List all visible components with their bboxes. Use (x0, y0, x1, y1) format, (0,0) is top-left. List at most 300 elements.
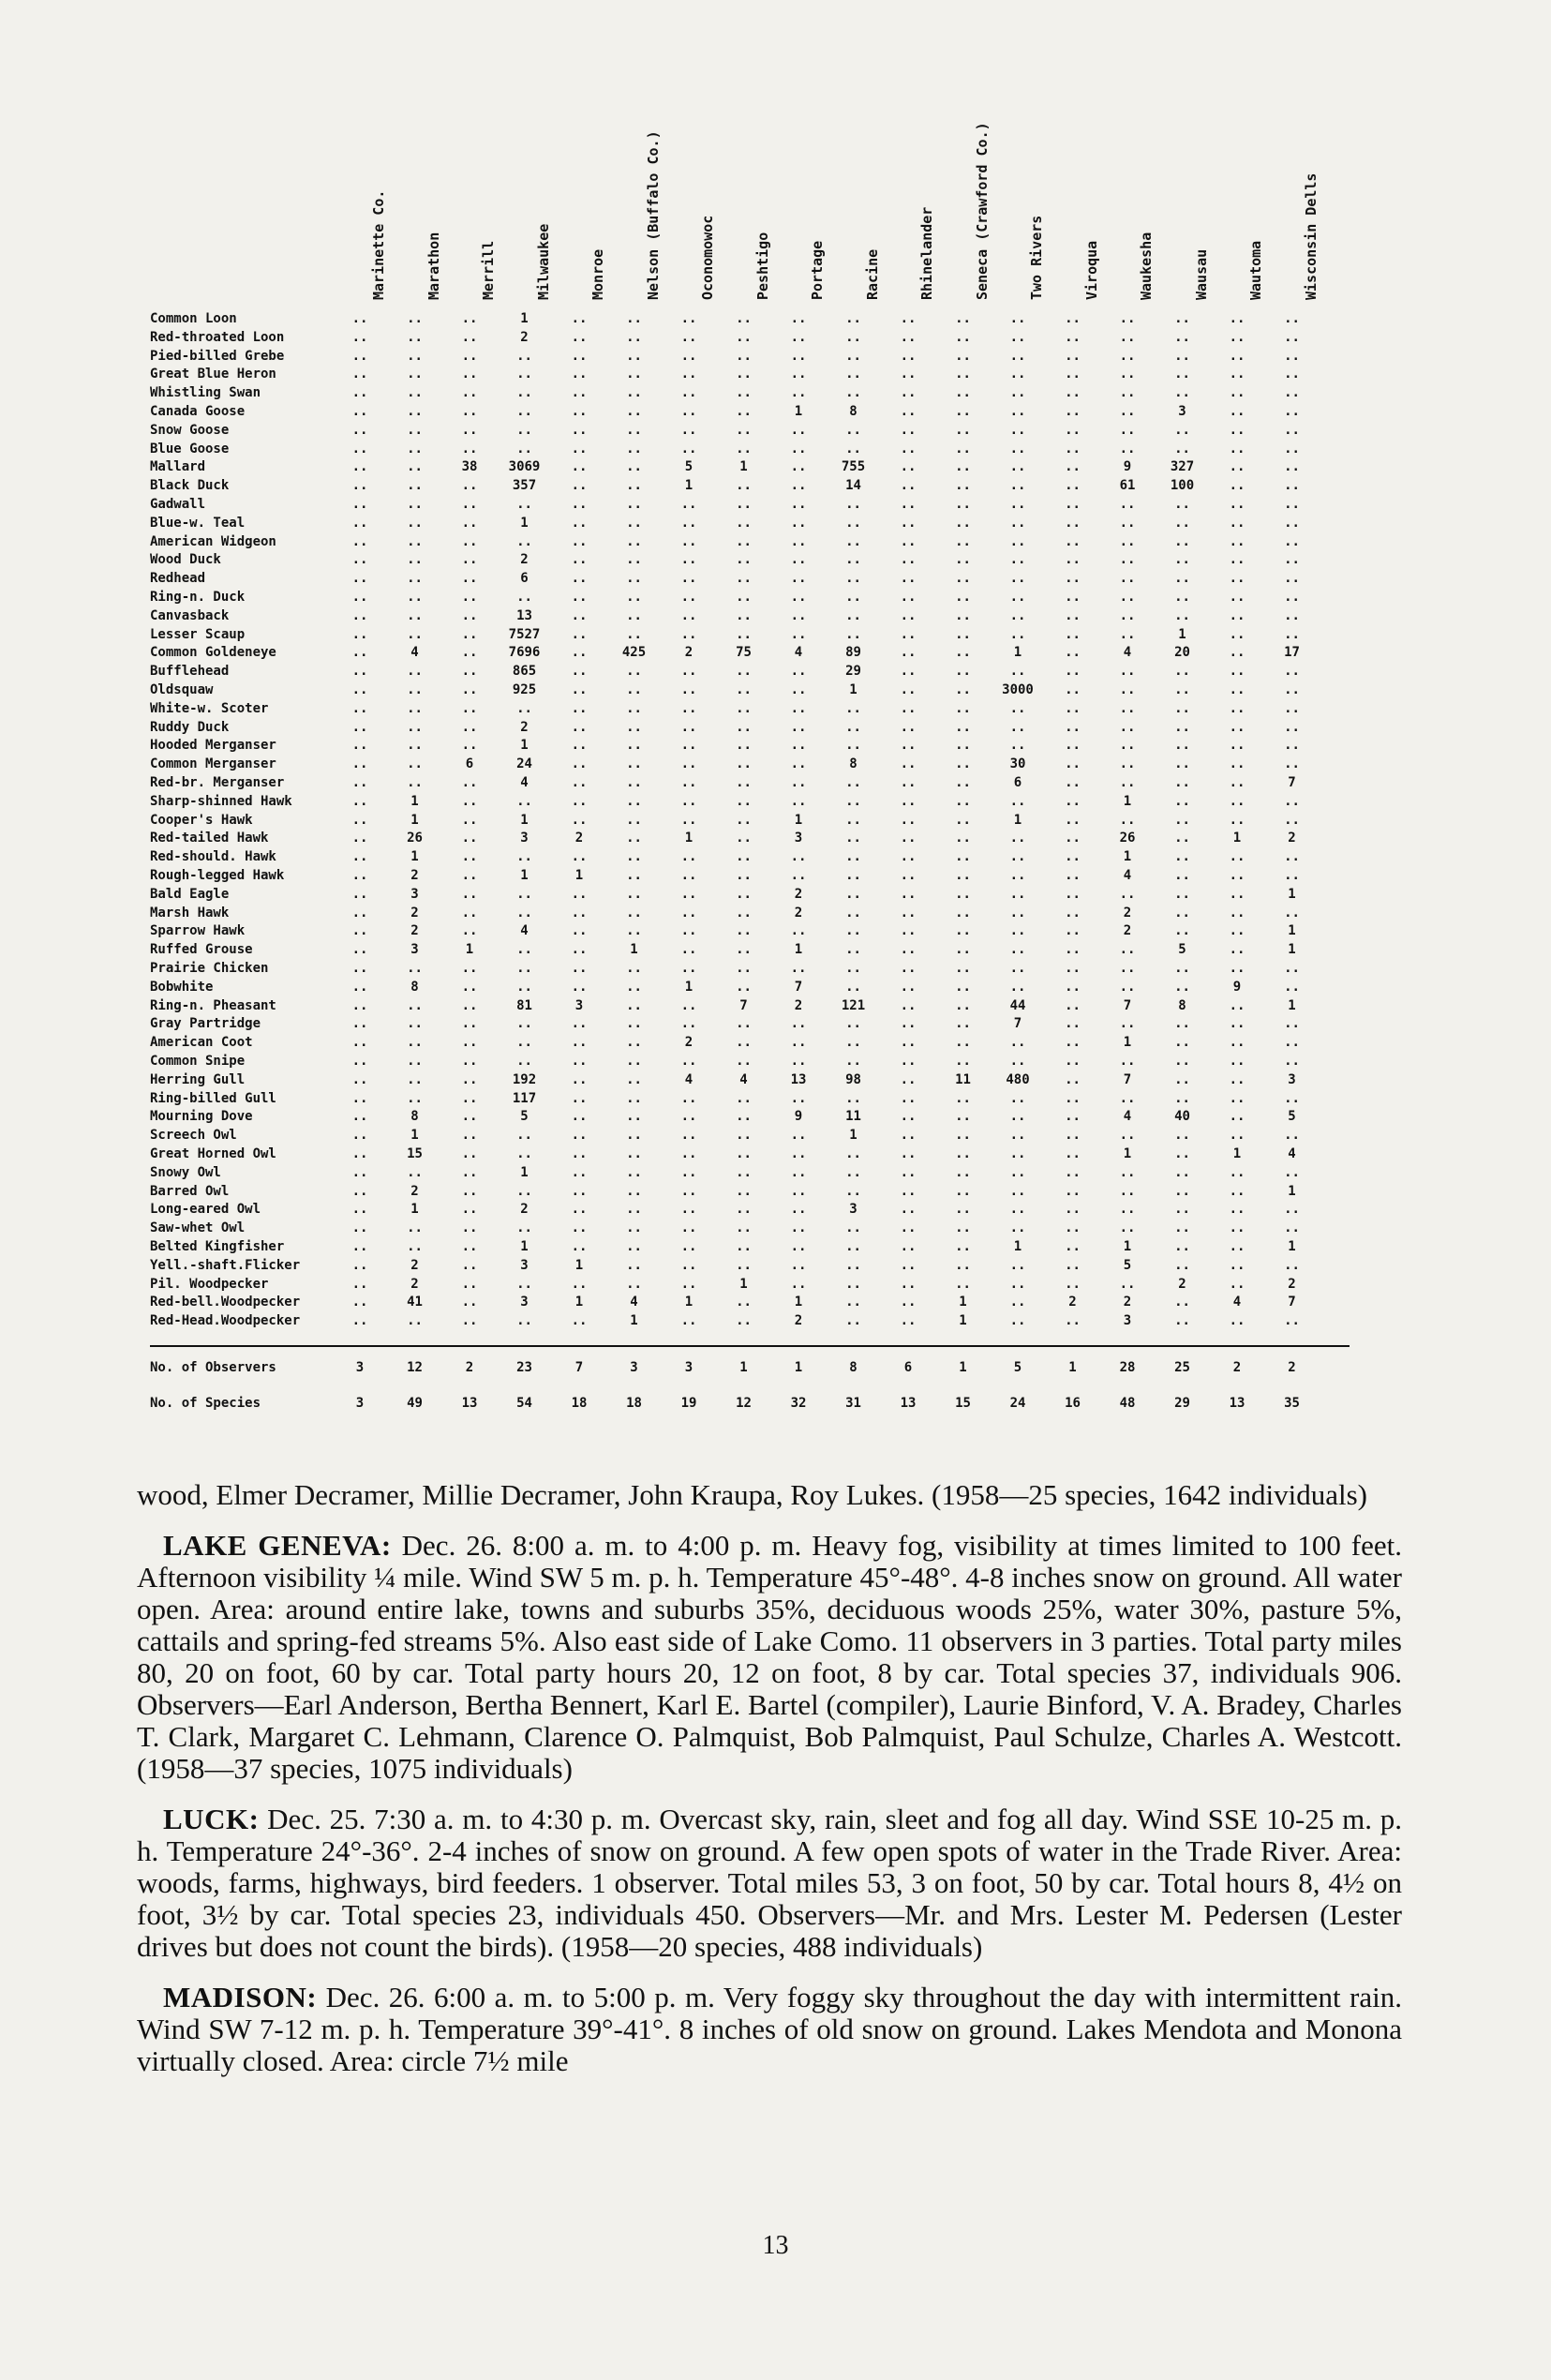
row-label: Sparrow Hawk (150, 923, 246, 939)
table-cell: .. (461, 422, 478, 438)
table-cell: .. (955, 793, 971, 809)
table-cell: .. (845, 571, 861, 587)
table-cell: .. (1284, 664, 1300, 680)
row-label: Blue Goose (150, 441, 230, 457)
table-cell: .. (790, 738, 807, 754)
table-cell: .. (351, 1164, 368, 1180)
table-cell: 44 (1009, 997, 1026, 1013)
table-cell: .. (845, 329, 861, 345)
table-cell: 15 (955, 1396, 971, 1411)
column-header-label: Rhinelander (918, 206, 935, 300)
table-cell: 2 (684, 645, 693, 661)
column-header-label: Waukesha (1138, 232, 1155, 300)
entry-body: Dec. 26. 8:00 a. m. to 4:00 p. m. Heavy fog, visibility at times limited to 100 feet. Afternoon visibility ¼ mile. Wind SW 5 m. p. h. Temperature 45°-48°. 4-8 inches snow on ground. All water open. Area: around entire lake, towns and suburbs 35%, deciduous woods 25%, water 30%, pasture 5%, cattails and spring-fed streams 5%. Also east side of Lake Como. 11 observers in 3 parties. Total party miles 80, 20 on foot, 60 by car. Total party hours 20, 12 on foot, 8 by car. Total species 37, individuals 906. Observers—Earl Anderson, Bertha Bennert, Karl E. Bartel (compiler), Laurie Binford, V. A. Bradey, Charles T. Clark, Margaret C. Lehmann, Clarence O. Palmquist, Bob Palmquist, Paul Schulze, Charles A. Westcott. (1958—37 species, 1075 individuals) (137, 1529, 1402, 1785)
column-header-label: Wisconsin Dells (1302, 172, 1320, 300)
table-cell: .. (351, 868, 368, 883)
table-cell: .. (461, 1146, 478, 1161)
table-cell: .. (461, 329, 478, 345)
table-cell: .. (407, 552, 423, 568)
page-number: 13 (762, 2231, 789, 2260)
table-cell: 925 (512, 682, 537, 697)
table-cell: .. (461, 1313, 478, 1329)
table-cell: .. (900, 1090, 917, 1106)
table-cell: .. (955, 1220, 971, 1236)
table-cell: .. (1229, 719, 1245, 735)
table-cell: .. (1174, 607, 1190, 623)
table-cell: .. (1229, 756, 1245, 772)
table-cell: .. (571, 1164, 588, 1180)
column-header (860, 131, 894, 300)
table-cell: 1 (465, 942, 474, 958)
table-cell: .. (680, 1183, 697, 1199)
table-cell: .. (1065, 1220, 1081, 1236)
table-cell: 1 (1288, 997, 1296, 1013)
table-cell: .. (1119, 1164, 1136, 1180)
table-row (150, 328, 1368, 347)
row-label: Ruffed Grouse (150, 942, 253, 958)
table-cell: .. (1009, 1035, 1026, 1051)
table-cell: .. (736, 1128, 752, 1144)
table-cell: .. (1065, 756, 1081, 772)
table-cell: .. (955, 533, 971, 549)
table-cell: .. (351, 607, 368, 623)
table-cell: .. (1119, 552, 1136, 568)
table-cell: .. (1174, 1071, 1190, 1087)
table-cell: .. (955, 311, 971, 326)
table-row (150, 885, 1368, 904)
table-cell: .. (1119, 626, 1136, 642)
table-cell: 3 (684, 1360, 693, 1375)
table-cell: 1 (520, 1239, 529, 1254)
table-cell: 6 (465, 756, 474, 772)
table-cell: .. (845, 979, 861, 995)
table-cell: .. (351, 459, 368, 475)
table-cell: .. (790, 1257, 807, 1273)
table-cell: .. (516, 1128, 532, 1144)
table-cell: 357 (512, 478, 537, 494)
table-cell: .. (1119, 1183, 1136, 1199)
table-cell: 12 (407, 1360, 423, 1375)
table-cell: .. (1009, 1257, 1026, 1273)
table-cell: .. (351, 311, 368, 326)
table-cell: .. (351, 422, 368, 438)
table-cell: .. (1174, 923, 1190, 939)
table-cell: .. (955, 1146, 971, 1161)
table-cell: .. (1119, 607, 1136, 623)
table-cell: .. (571, 738, 588, 754)
table-cell: .. (790, 571, 807, 587)
table-cell: 1 (849, 1128, 858, 1144)
table-cell: .. (571, 626, 588, 642)
table-cell: .. (1009, 533, 1026, 549)
table-cell: .. (900, 961, 917, 976)
table-cell: .. (1174, 1128, 1190, 1144)
table-cell: .. (736, 385, 752, 401)
table-cell: .. (1119, 1276, 1136, 1292)
table-row (150, 1237, 1368, 1256)
table-cell: .. (1284, 1016, 1300, 1032)
table-cell: .. (351, 719, 368, 735)
table-cell: .. (680, 849, 697, 865)
table-cell: .. (461, 552, 478, 568)
table-cell: .. (351, 1295, 368, 1310)
table-cell: .. (1284, 497, 1300, 512)
table-cell: 2 (410, 1183, 419, 1199)
table-cell: .. (736, 812, 752, 828)
table-cell: .. (736, 664, 752, 680)
table-cell: .. (736, 1202, 752, 1218)
table-cell: .. (571, 348, 588, 364)
table-cell: .. (900, 385, 917, 401)
table-cell: .. (736, 497, 752, 512)
row-label: Great Horned Owl (150, 1146, 276, 1161)
table-cell: .. (736, 849, 752, 865)
table-cell: .. (351, 793, 368, 809)
column-header (1024, 131, 1058, 300)
table-row (150, 959, 1368, 978)
table-cell: 19 (680, 1396, 697, 1411)
table-cell: .. (626, 997, 642, 1013)
table-cell: .. (1065, 738, 1081, 754)
table-cell: 3 (630, 1360, 638, 1375)
table-cell: .. (1174, 793, 1190, 809)
table-cell: .. (845, 348, 861, 364)
row-label: Gray Partridge (150, 1016, 261, 1032)
table-cell: .. (1119, 1220, 1136, 1236)
row-label: Bald Eagle (150, 886, 230, 902)
row-label: Whistling Swan (150, 385, 261, 401)
table-cell: 8 (410, 1109, 419, 1125)
table-cell: .. (845, 1239, 861, 1254)
table-cell: .. (1174, 849, 1190, 865)
table-cell: .. (845, 719, 861, 735)
table-cell: .. (351, 961, 368, 976)
table-cell: .. (736, 1109, 752, 1125)
table-cell: .. (680, 997, 697, 1013)
row-label: Mourning Dove (150, 1109, 253, 1125)
table-cell: 1 (684, 979, 693, 995)
table-cell: .. (1009, 552, 1026, 568)
table-cell: .. (516, 849, 532, 865)
table-cell: .. (1009, 1313, 1026, 1329)
column-header-label: Viroqua (1082, 240, 1100, 300)
table-cell: 3 (355, 1360, 365, 1375)
table-cell: .. (407, 571, 423, 587)
table-cell: .. (1229, 329, 1245, 345)
table-row (150, 1200, 1368, 1219)
table-cell: .. (1229, 478, 1245, 494)
table-cell: .. (900, 590, 917, 605)
table-cell: .. (1284, 719, 1300, 735)
table-cell: .. (461, 1276, 478, 1292)
table-cell: .. (790, 664, 807, 680)
table-cell: 30 (1009, 756, 1026, 772)
table-cell: .. (845, 497, 861, 512)
row-label: White-w. Scoter (150, 700, 269, 716)
table-cell: .. (1009, 738, 1026, 754)
table-cell: .. (1065, 1016, 1081, 1032)
row-label: Belted Kingfisher (150, 1239, 285, 1254)
table-cell: 13 (790, 1071, 807, 1087)
table-cell: .. (1174, 1257, 1190, 1273)
table-cell: 1 (684, 831, 693, 846)
table-cell: .. (1229, 886, 1245, 902)
table-cell: .. (626, 422, 642, 438)
column-header-label: Seneca (Crawford Co.) (973, 122, 991, 300)
table-cell: .. (1174, 905, 1190, 921)
table-cell: .. (626, 961, 642, 976)
table-cell: .. (1065, 868, 1081, 883)
table-cell: 1 (1288, 1183, 1296, 1199)
table-cell: .. (900, 1276, 917, 1292)
table-cell: .. (845, 738, 861, 754)
table-cell: .. (1065, 997, 1081, 1013)
table-row (150, 365, 1368, 383)
table-cell: 26 (407, 831, 423, 846)
table-cell: 7 (1123, 1071, 1132, 1087)
table-cell: .. (736, 1090, 752, 1106)
table-cell: 89 (845, 645, 861, 661)
table-cell: .. (626, 1128, 642, 1144)
column-header (1244, 131, 1277, 300)
row-label: Great Blue Heron (150, 367, 276, 382)
table-cell: .. (1009, 923, 1026, 939)
table-cell: 29 (1174, 1396, 1190, 1411)
table-cell: .. (900, 533, 917, 549)
table-cell: .. (571, 459, 588, 475)
table-cell: .. (516, 905, 532, 921)
table-cell: .. (516, 404, 532, 419)
table-cell: .. (845, 1090, 861, 1106)
table-cell: .. (680, 497, 697, 512)
table-row (150, 811, 1368, 830)
table-cell: .. (790, 329, 807, 345)
table-cell: .. (955, 607, 971, 623)
table-cell: 2 (1178, 1276, 1186, 1292)
table-cell: .. (516, 590, 532, 605)
table-cell: .. (736, 923, 752, 939)
table-cell: 2 (1288, 1360, 1296, 1375)
table-cell: .. (461, 1109, 478, 1125)
row-label: Cooper's Hawk (150, 812, 253, 828)
table-cell: .. (680, 367, 697, 382)
table-cell: .. (955, 1276, 971, 1292)
table-cell: .. (736, 775, 752, 790)
table-cell: .. (461, 868, 478, 883)
table-cell: .. (736, 478, 752, 494)
table-cell: .. (351, 1054, 368, 1069)
table-cell: .. (1009, 590, 1026, 605)
table-row (150, 606, 1368, 625)
table-cell: .. (1284, 1164, 1300, 1180)
table-cell: .. (461, 571, 478, 587)
table-cell: .. (516, 793, 532, 809)
table-cell: .. (1119, 942, 1136, 958)
table-cell: .. (407, 1164, 423, 1180)
table-cell: .. (680, 664, 697, 680)
table-cell: 3 (1178, 404, 1186, 419)
table-cell: 5 (1123, 1257, 1132, 1273)
table-cell: .. (626, 1183, 642, 1199)
table-row (150, 495, 1368, 514)
table-cell: .. (516, 1146, 532, 1161)
table-cell: .. (680, 886, 697, 902)
table-cell: .. (900, 1220, 917, 1236)
table-cell: .. (351, 942, 368, 958)
table-cell: .. (1065, 1239, 1081, 1254)
table-cell: 11 (845, 1109, 861, 1125)
table-cell: .. (1284, 478, 1300, 494)
table-cell: .. (845, 1054, 861, 1069)
row-label: Yell.-shaft.Flicker (150, 1257, 301, 1273)
table-cell: .. (955, 756, 971, 772)
table-cell: .. (1009, 404, 1026, 419)
table-cell: .. (461, 1239, 478, 1254)
table-cell: .. (1229, 664, 1245, 680)
table-cell: .. (1174, 348, 1190, 364)
row-label: Ruddy Duck (150, 719, 230, 735)
table-cell: .. (1119, 719, 1136, 735)
table-cell: .. (351, 923, 368, 939)
column-header (695, 131, 729, 300)
table-cell: .. (1009, 626, 1026, 642)
table-cell: .. (790, 700, 807, 716)
table-cell: 13 (461, 1396, 478, 1411)
table-cell: .. (351, 515, 368, 531)
row-label: Black Duck (150, 478, 230, 494)
table-cell: .. (955, 348, 971, 364)
table-cell: .. (680, 868, 697, 883)
table-cell: .. (1229, 923, 1245, 939)
table-cell: .. (1174, 1239, 1190, 1254)
table-cell: .. (1009, 515, 1026, 531)
table-cell: 29 (845, 664, 861, 680)
table-cell: .. (1284, 459, 1300, 475)
table-row (150, 1014, 1368, 1033)
table-row (150, 476, 1368, 495)
table-cell: 1 (410, 812, 419, 828)
table-cell: .. (461, 1071, 478, 1087)
table-cell: .. (571, 571, 588, 587)
table-cell: .. (571, 607, 588, 623)
table-cell: .. (1009, 1164, 1026, 1180)
table-cell: .. (626, 1109, 642, 1125)
table-cell: .. (1065, 1128, 1081, 1144)
table-cell: .. (900, 979, 917, 995)
table-cell: .. (1229, 311, 1245, 326)
table-cell: .. (1229, 1016, 1245, 1032)
table-cell: .. (1284, 738, 1300, 754)
table-cell: .. (900, 756, 917, 772)
table-cell: .. (790, 1164, 807, 1180)
table-cell: .. (1174, 311, 1190, 326)
table-cell: .. (1119, 497, 1136, 512)
table-cell: 1 (520, 311, 529, 326)
table-cell: .. (1009, 1128, 1026, 1144)
table-cell: .. (1065, 1109, 1081, 1125)
table-cell: .. (845, 607, 861, 623)
table-cell: .. (955, 831, 971, 846)
table-cell: 4 (520, 923, 529, 939)
table-cell: 1 (1288, 886, 1296, 902)
table-row (150, 1182, 1368, 1201)
table-cell: 1 (1288, 1239, 1296, 1254)
table-cell: .. (571, 552, 588, 568)
table-cell: .. (1229, 626, 1245, 642)
table-cell: .. (1174, 497, 1190, 512)
table-cell: 75 (736, 645, 752, 661)
table-cell: 13 (516, 607, 532, 623)
table-cell: .. (900, 849, 917, 865)
table-cell: .. (790, 1128, 807, 1144)
table-cell: 2 (684, 1035, 693, 1051)
table-cell: .. (790, 590, 807, 605)
table-cell: .. (680, 590, 697, 605)
table-cell: .. (407, 1016, 423, 1032)
table-cell: .. (626, 886, 642, 902)
table-cell: .. (845, 367, 861, 382)
table-cell: 2 (1123, 923, 1132, 939)
table-cell: .. (900, 515, 917, 531)
table-cell: .. (461, 738, 478, 754)
table-cell: .. (461, 367, 478, 382)
table-cell: .. (1009, 422, 1026, 438)
table-cell: .. (955, 404, 971, 419)
table-cell: .. (955, 422, 971, 438)
row-label: Hooded Merganser (150, 738, 276, 754)
table-cell: 28 (1119, 1360, 1136, 1375)
table-cell: .. (351, 1276, 368, 1292)
table-cell: .. (407, 1035, 423, 1051)
table-cell: .. (516, 1276, 532, 1292)
table-cell: .. (1229, 700, 1245, 716)
table-divider (150, 1345, 1350, 1347)
table-cell: .. (1229, 367, 1245, 382)
table-cell: .. (571, 1183, 588, 1199)
table-cell: .. (407, 1071, 423, 1087)
table-cell: .. (461, 404, 478, 419)
table-cell: .. (845, 775, 861, 790)
table-cell: .. (1119, 571, 1136, 587)
table-cell: .. (626, 1035, 642, 1051)
table-cell: .. (1174, 775, 1190, 790)
table-cell: .. (1009, 1276, 1026, 1292)
table-cell: 3 (410, 942, 419, 958)
table-cell: 3 (849, 1202, 858, 1218)
table-cell: .. (680, 552, 697, 568)
table-cell: .. (736, 1257, 752, 1273)
table-cell: .. (1229, 404, 1245, 419)
table-cell: 7 (739, 997, 748, 1013)
table-cell: .. (680, 756, 697, 772)
table-cell: 1 (959, 1295, 967, 1310)
table-cell: .. (461, 1183, 478, 1199)
table-cell: .. (626, 607, 642, 623)
table-cell: .. (900, 348, 917, 364)
table-row (150, 940, 1368, 959)
table-cell: .. (680, 923, 697, 939)
table-cell: 1 (1288, 923, 1296, 939)
table-cell: 1 (1178, 626, 1186, 642)
table-cell: 100 (1170, 478, 1195, 494)
table-cell: .. (1119, 311, 1136, 326)
table-cell: 1 (630, 942, 638, 958)
table-cell: .. (461, 1054, 478, 1069)
table-cell: .. (955, 1090, 971, 1106)
table-cell: .. (571, 849, 588, 865)
table-cell: .. (955, 626, 971, 642)
table-cell: .. (845, 311, 861, 326)
